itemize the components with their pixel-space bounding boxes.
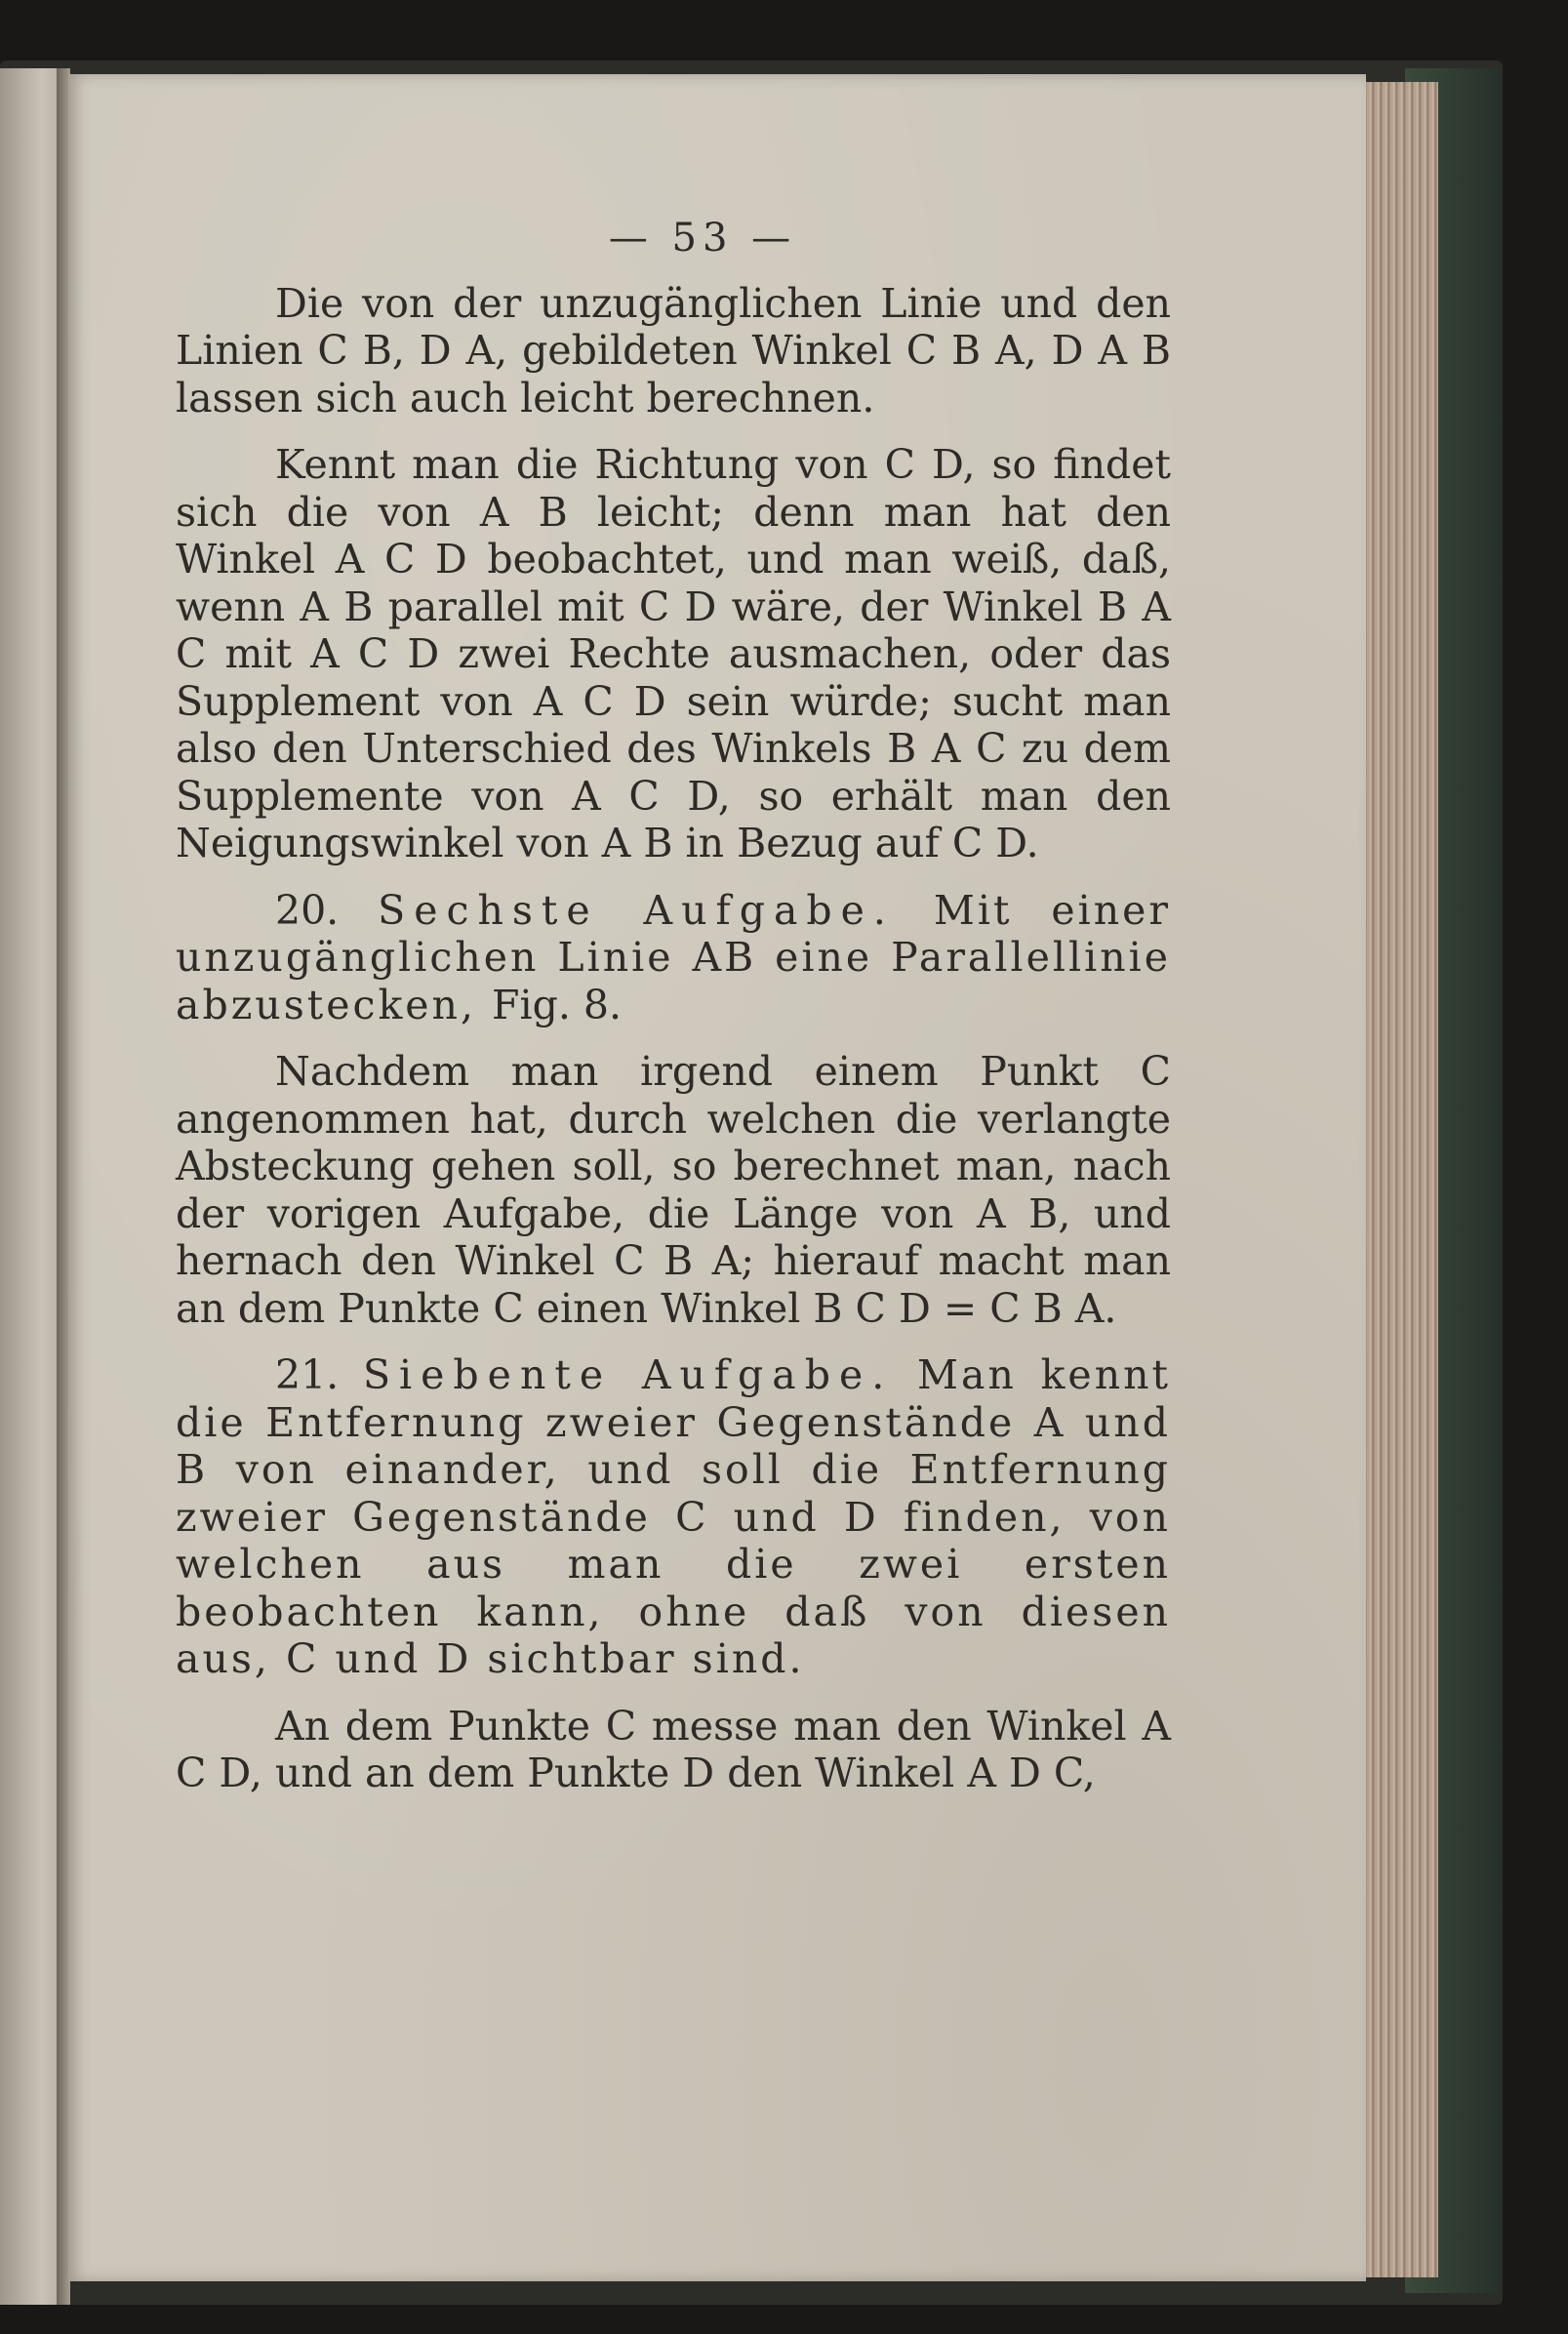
section-label: Siebente Aufgabe. bbox=[362, 1351, 894, 1398]
paragraph-4: An dem Punkte C messe man den Winkel A C D, und an dem Punkte D den Winkel A D C, bbox=[176, 1702, 1171, 1796]
section-number: 20. bbox=[275, 886, 340, 934]
paragraph-1: Die von der unzugänglichen Linie und den Linien C B, D A, gebildeten Winkel C B A, D A B lassen sich auch leicht berechnen. bbox=[176, 279, 1171, 422]
section-number: 21. bbox=[275, 1351, 340, 1398]
section-title: Man kennt die Entfernung zweier Gegenstände A und B von einander, und soll die Entfernung zweier Gegenstände C und D finden, von welchen aus man die zwei ersten beobachten kann, ohne daß von diesen aus, C und D sichtbar sind. bbox=[176, 1351, 1171, 1682]
figure-reference: Fig. 8. bbox=[492, 981, 623, 1028]
paragraph-2: Kennt man die Richtung von C D, so findet sich die von A B leicht; denn man hat den Winkel A C D beobachtet, und man weiß, daß, wenn A B parallel mit C D wäre, der Winkel B A C mit A C D zwei Rechte ausmachen, oder das Supplement von A C D sein würde; sucht man also den Unterschied des Winkels B A C zu dem Supplemente von A C D, so erhält man den Neigungswinkel von A B in Bezug auf C D. bbox=[176, 441, 1171, 866]
left-page-edge bbox=[0, 68, 60, 2305]
page-text bbox=[176, 215, 1171, 1817]
section-label: Sechste Aufgabe. bbox=[378, 886, 895, 934]
section-20-heading bbox=[176, 887, 1171, 1029]
page-number-header: — 53 — bbox=[608, 216, 797, 261]
page-stack-fore-edge bbox=[1358, 82, 1438, 2277]
paragraph-3: Nachdem man irgend einem Punkt C angenommen hat, durch welchen die verlangte Absteckung gehen soll, so berechnet man, nach der vorigen Aufgabe, die Länge von A B, und hernach den Winkel C B A; hierauf macht man an dem Punkte C einen Winkel B C D = C B A. bbox=[176, 1048, 1171, 1332]
section-21-heading bbox=[176, 1351, 1171, 1683]
section-title: Mit einer unzugänglichen Linie AB eine Parallellinie abzustecken, bbox=[176, 886, 1171, 1028]
